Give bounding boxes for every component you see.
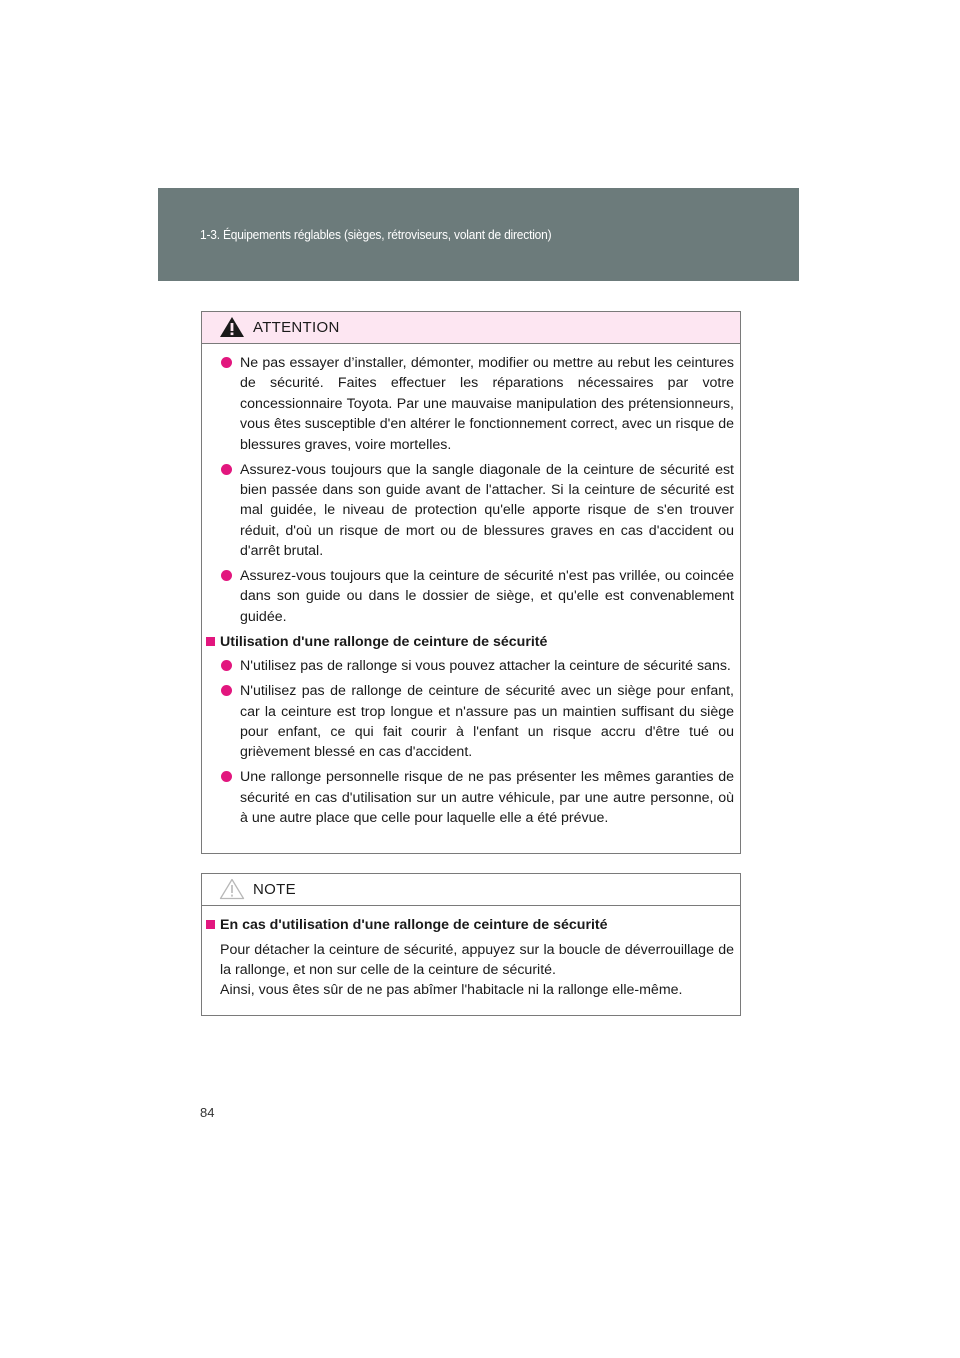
warning-triangle-filled-icon bbox=[219, 316, 245, 338]
attention-box-header bbox=[202, 312, 740, 344]
square-bullet-icon bbox=[206, 637, 215, 646]
bullet-dot-icon bbox=[221, 771, 232, 782]
bullet-dot-icon bbox=[221, 685, 232, 696]
section-title: 1-3. Équipements réglables (sièges, rétroviseurs, volant de direction) bbox=[200, 227, 552, 242]
bullet-dot-icon bbox=[221, 464, 232, 475]
list-item-text: Assurez-vous toujours que la sangle diagonale de la ceinture de sécurité est bien passée dans son guide avant de l'attacher. Si la ceinture de sécurité est mal guidée, le niveau de protection qu'elle apporte risque de s'en trouver réduit, d'où un risque de mort ou de blessures graves en cas d'accident ou d'arrêt brutal. bbox=[240, 461, 734, 560]
note-box-body bbox=[202, 906, 740, 1001]
attention-title: ATTENTION bbox=[253, 319, 340, 336]
note-paragraph: Pour détacher la ceinture de sécurité, appuyez sur la boucle de déverrouillage de la rallonge, et non sur celle de la ceinture de sécurité. bbox=[220, 941, 734, 978]
bullet-dot-icon bbox=[221, 357, 232, 368]
subheading-text: Utilisation d'une rallonge de ceinture de sécurité bbox=[220, 633, 548, 650]
list-item bbox=[202, 767, 740, 828]
note-text bbox=[202, 940, 740, 1001]
note-box-header bbox=[202, 874, 740, 906]
note-subheading bbox=[202, 915, 740, 935]
list-item bbox=[202, 681, 740, 763]
bullet-dot-icon bbox=[221, 570, 232, 581]
attention-box bbox=[201, 311, 741, 854]
list-item-text: Ne pas essayer d’installer, démonter, modifier ou mettre au rebut les ceintures de sécurité. Faites effectuer les réparations nécessaires par votre concessionnaire Toyota. Par une mauvaise manipulation des prétensionneurs, vous êtes susceptible d'en altérer le fonctionnement correct, avec un risque de blessures graves, voire mortelles. bbox=[240, 355, 734, 453]
list-item bbox=[202, 353, 740, 455]
square-bullet-icon bbox=[206, 920, 215, 929]
attention-box-body bbox=[202, 344, 740, 829]
list-item-text: Une rallonge personnelle risque de ne pas présenter les mêmes garanties de sécurité en cas d'utilisation sur un autre véhicule, par une autre personne, où à une autre place que celle pour laquelle elle a été prévue. bbox=[240, 769, 734, 827]
list-item-text: N'utilisez pas de rallonge de ceinture de sécurité avec un siège pour enfant, car la ceinture est trop longue et n'assure pas un maintien suffisant du siège pour enfant, ce qui fait courir à l'enfant un risque accru d'être tué ou grièvement blessé en cas d'accident. bbox=[240, 683, 734, 761]
note-title: NOTE bbox=[253, 881, 296, 898]
subheading-text: En cas d'utilisation d'une rallonge de ceinture de sécurité bbox=[220, 917, 608, 933]
note-paragraph: Ainsi, vous êtes sûr de ne pas abîmer l'habitacle ni la rallonge elle-même. bbox=[220, 982, 683, 999]
list-item-text: N'utilisez pas de rallonge si vous pouvez attacher la ceinture de sécurité sans. bbox=[240, 658, 731, 675]
note-box bbox=[201, 873, 741, 1016]
attention-subheading bbox=[202, 632, 740, 652]
bullet-dot-icon bbox=[221, 660, 232, 671]
list-item bbox=[202, 656, 740, 676]
list-item-text: Assurez-vous toujours que la ceinture de sécurité n'est pas vrillée, ou coincée dans son guide ou dans le dossier de siège, et qu'elle est convenablement guidée. bbox=[240, 568, 734, 625]
list-item bbox=[202, 566, 740, 627]
warning-triangle-outline-icon bbox=[219, 878, 245, 900]
list-item bbox=[202, 460, 740, 562]
page-number: 84 bbox=[200, 1105, 215, 1120]
